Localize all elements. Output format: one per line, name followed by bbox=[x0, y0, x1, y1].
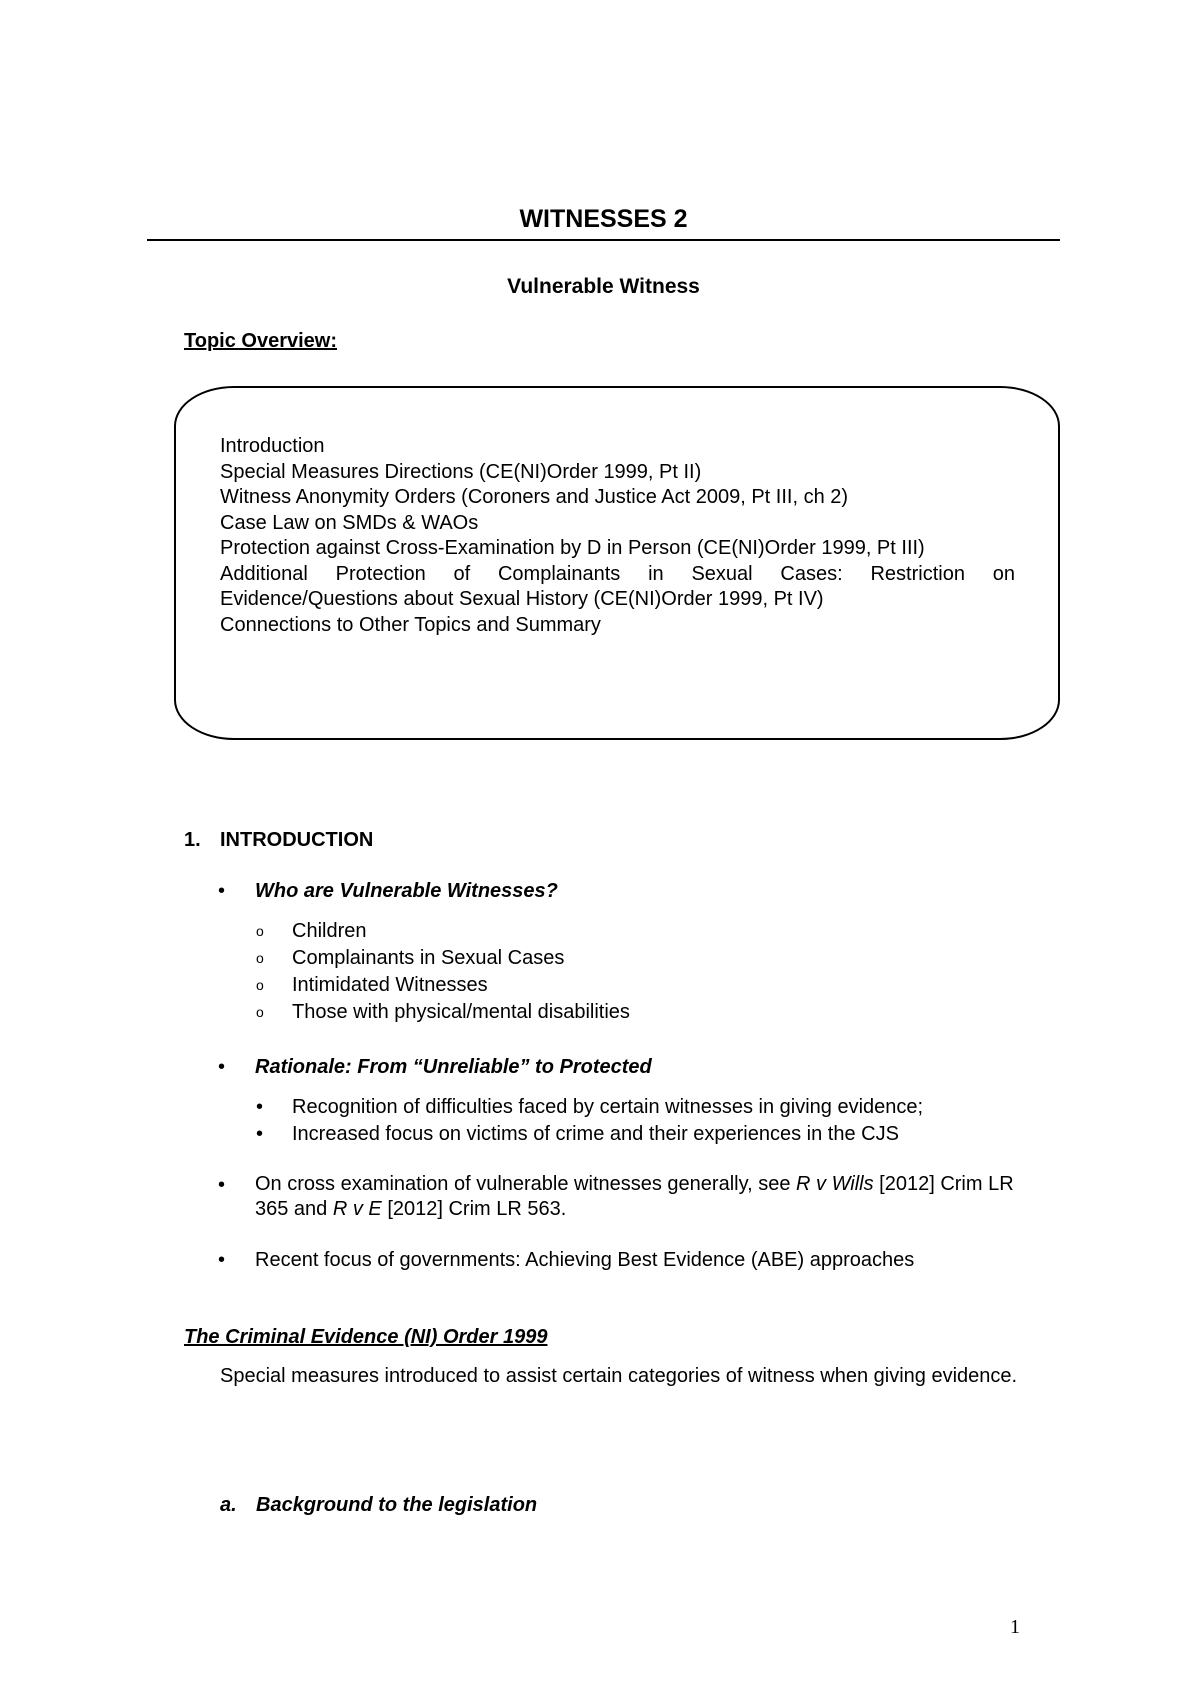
overview-item: Connections to Other Topics and Summary bbox=[220, 613, 601, 636]
overview-item: Witness Anonymity Orders (Coroners and Justice Act 2009, Pt III, ch 2) bbox=[220, 486, 849, 508]
sub-bullet-marker: • bbox=[256, 1096, 264, 1118]
overview-item: Protection against Cross-Examination by D in Person (CE(NI)Order 1999, Pt III) bbox=[220, 537, 925, 559]
bullet-marker: • bbox=[218, 1249, 226, 1271]
page-number: 1 bbox=[1010, 1616, 1020, 1638]
sub-item-text: Complainants in Sexual Cases bbox=[292, 947, 565, 969]
order-heading: The Criminal Evidence (NI) Order 1999 bbox=[184, 1326, 548, 1348]
overview-item: Introduction bbox=[220, 435, 325, 457]
sub-bullet-marker: • bbox=[256, 1123, 264, 1145]
topic-overview-list bbox=[220, 434, 1015, 638]
overview-item: Case Law on SMDs & WAOs bbox=[220, 511, 479, 534]
bullet-marker: • bbox=[218, 1174, 226, 1196]
overview-item: Special Measures Directions (CE(NI)Order 1999, Pt II) bbox=[220, 460, 702, 483]
cross-exam-paragraph bbox=[255, 1172, 1025, 1222]
sub-bullet-marker: o bbox=[256, 1004, 264, 1020]
title-underline-rule bbox=[147, 239, 1060, 241]
bullet-text: Recent focus of governments: Achieving Best Evidence (ABE) approaches bbox=[255, 1249, 915, 1271]
sub-item-text: Children bbox=[292, 920, 367, 942]
sub-bullet-marker: o bbox=[256, 950, 264, 966]
sub-item-text: Intimidated Witnesses bbox=[292, 974, 488, 996]
sub-item-text: Those with physical/mental disabilities bbox=[292, 1001, 630, 1023]
cross-exam-text: On cross examination of vulnerable witnesses generally, see bbox=[255, 1173, 797, 1195]
sub-bullet-marker: o bbox=[256, 977, 264, 993]
overview-item: Evidence/Questions about Sexual History (CE(NI)Order 1999, Pt IV) bbox=[220, 588, 824, 610]
subsection-number: a. bbox=[220, 1494, 237, 1516]
section-heading-introduction bbox=[184, 827, 373, 853]
topic-overview-heading: Topic Overview: bbox=[184, 330, 338, 352]
case-name: R v E bbox=[332, 1198, 382, 1220]
page-subtitle: Vulnerable Witness bbox=[507, 275, 700, 298]
bullet-marker: • bbox=[218, 880, 226, 902]
case-name: R v Wills bbox=[796, 1173, 874, 1195]
order-body-text: Special measures introduced to assist certain categories of witness when giving evidence. bbox=[220, 1365, 1018, 1387]
bullet-heading: Rationale: From “Unreliable” to Protected bbox=[255, 1056, 652, 1078]
section-title: INTRODUCTION bbox=[220, 829, 374, 851]
page-title: WITNESSES 2 bbox=[519, 205, 688, 233]
cross-exam-text: [2012] Crim LR 563. bbox=[381, 1198, 567, 1220]
overview-item: Additional Protection of Complainants in Sexual Cases: Restriction on bbox=[220, 562, 1015, 585]
sub-item-text: Increased focus on victims of crime and their experiences in the CJS bbox=[292, 1123, 899, 1145]
sub-item-text: Recognition of difficulties faced by certain witnesses in giving evidence; bbox=[292, 1096, 924, 1118]
section-number: 1. bbox=[184, 829, 201, 851]
bullet-marker: • bbox=[218, 1056, 226, 1078]
cross-exam-text: [2012] Crim LR 365 and bbox=[255, 1173, 1014, 1220]
bullet-heading: Who are Vulnerable Witnesses? bbox=[255, 880, 558, 902]
sub-bullet-marker: o bbox=[256, 923, 264, 939]
subsection-heading bbox=[220, 1492, 537, 1518]
subsection-title: Background to the legislation bbox=[256, 1494, 538, 1516]
